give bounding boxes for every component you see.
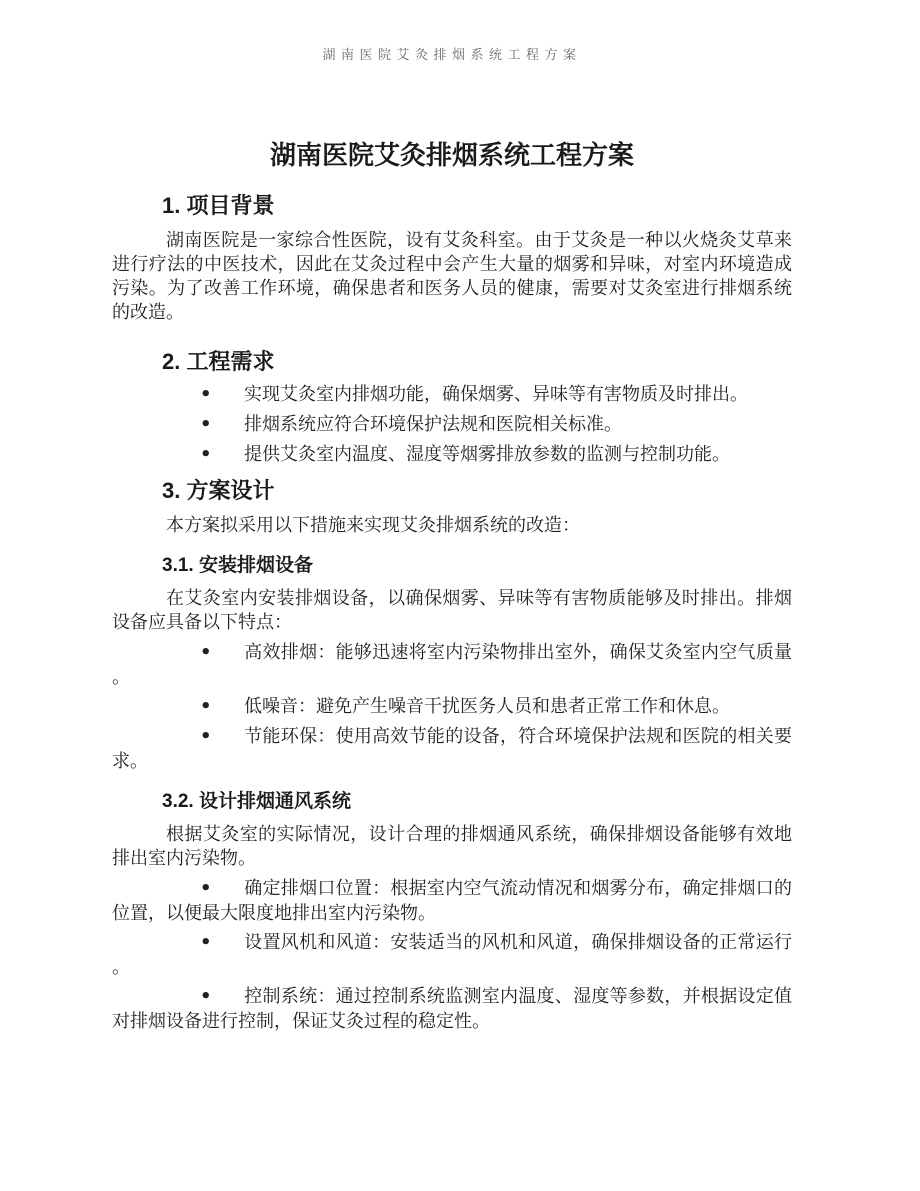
running-header <box>112 46 792 64</box>
bullet-icon: • <box>200 878 212 899</box>
list-item <box>112 984 792 1033</box>
list-item-text: 排烟系统应符合环境保护法规和医院相关标准。 <box>244 414 622 434</box>
list-item <box>112 442 792 467</box>
list-item <box>112 640 792 689</box>
equipment-features-list <box>112 640 792 773</box>
bullet-icon: • <box>200 642 212 663</box>
heading-ventilation-system-design: 3.2. 设计排烟通风系统 <box>162 791 351 812</box>
bullet-icon: • <box>200 384 212 405</box>
list-item <box>112 724 792 773</box>
heading-install-exhaust-equipment: 3.1. 安装排烟设备 <box>162 555 313 576</box>
requirements-list <box>112 382 792 467</box>
bullet-icon: • <box>200 414 212 435</box>
heading-project-background: 1. 项目背景 <box>162 193 275 218</box>
paragraph-scheme-design-intro: 本方案拟采用以下措施来实现艾灸排烟系统的改造： <box>166 515 580 535</box>
heading-engineering-requirements: 2. 工程需求 <box>162 349 275 374</box>
paragraph-project-background: 湖南医院是一家综合性医院，设有艾灸科室。由于艾灸是一种以火烧灸艾草来进行疗法的中医技术，因此在艾灸过程中会产生大量的烟雾和异味，对室内环境造成污染。为了改善工作环境，确保患者和医务人员的健康，需要对艾灸室进行排烟系统的改造。 <box>112 230 792 322</box>
running-header-text: 湖南医院艾灸排烟系统工程方案 <box>322 47 582 62</box>
bullet-icon: • <box>200 696 212 717</box>
heading-scheme-design: 3. 方案设计 <box>162 478 275 503</box>
bullet-icon: • <box>200 726 212 747</box>
list-item-text: 控制系统：通过控制系统监测室内温度、湿度等参数，并根据设定值对排烟设备进行控制，保证艾灸过程的稳定性。 <box>112 986 792 1031</box>
list-item-text: 节能环保：使用高效节能的设备，符合环境保护法规和医院的相关要求。 <box>112 726 792 771</box>
document-title: 湖南医院艾灸排烟系统工程方案 <box>269 140 634 170</box>
list-item <box>112 876 792 925</box>
list-item-text: 设置风机和风道：安装适当的风机和风道，确保排烟设备的正常运行。 <box>112 932 792 977</box>
list-item-text: 提供艾灸室内温度、湿度等烟雾排放参数的监测与控制功能。 <box>244 444 730 464</box>
bullet-icon: • <box>200 986 212 1007</box>
list-item-text: 低噪音：避免产生噪音干扰医务人员和患者正常工作和休息。 <box>244 696 730 716</box>
list-item-text: 实现艾灸室内排烟功能，确保烟雾、异味等有害物质及时排出。 <box>244 384 748 404</box>
paragraph-install-exhaust-equipment: 在艾灸室内安装排烟设备，以确保烟雾、异味等有害物质能够及时排出。排烟设备应具备以下特点： <box>112 588 792 632</box>
list-item <box>112 694 792 719</box>
list-item-text: 高效排烟：能够迅速将室内污染物排出室外，确保艾灸室内空气质量。 <box>112 642 792 687</box>
list-item <box>112 930 792 979</box>
list-item <box>112 412 792 437</box>
bullet-icon: • <box>200 444 212 465</box>
list-item-text: 确定排烟口位置：根据室内空气流动情况和烟雾分布，确定排烟口的位置，以便最大限度地排出室内污染物。 <box>112 878 792 923</box>
paragraph-ventilation-system-design: 根据艾灸室的实际情况，设计合理的排烟通风系统，确保排烟设备能够有效地排出室内污染物。 <box>112 824 792 868</box>
ventilation-measures-list <box>112 876 792 1033</box>
bullet-icon: • <box>200 932 212 953</box>
list-item <box>112 382 792 407</box>
